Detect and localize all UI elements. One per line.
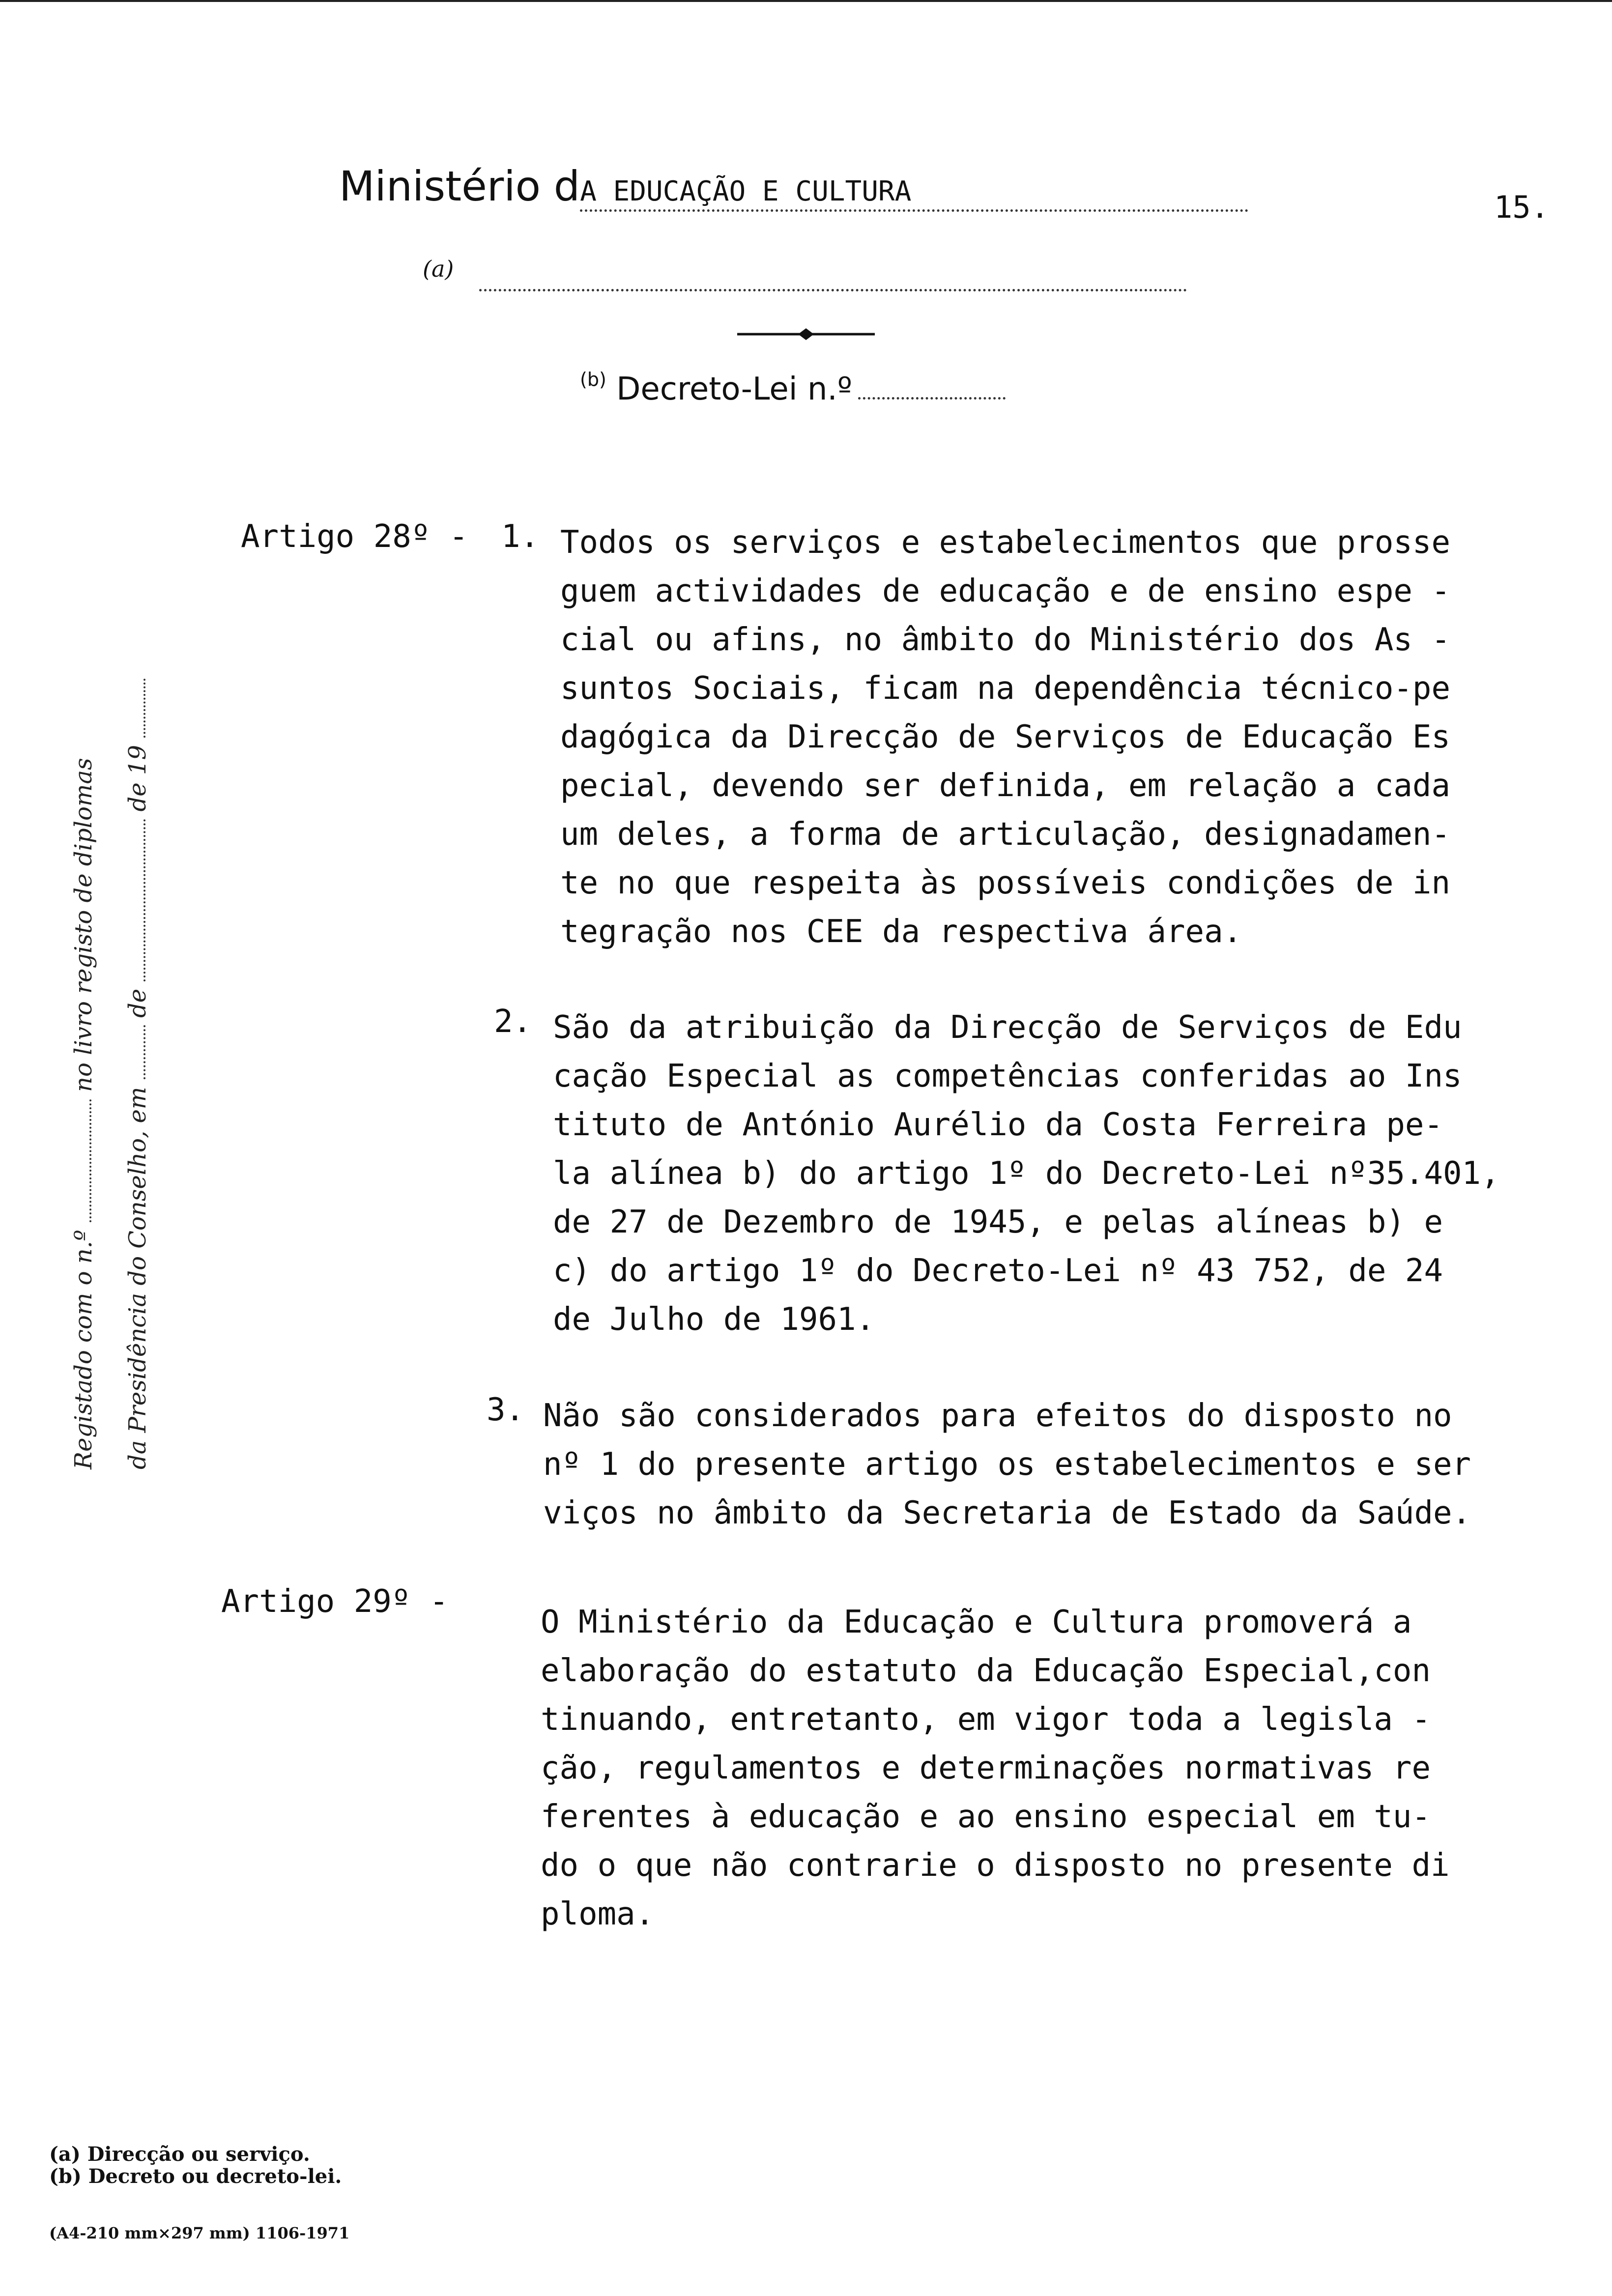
print-info: (A4-210 mm×297 mm) 1106-1971 bbox=[49, 2224, 350, 2242]
margin-day-blank bbox=[124, 1025, 145, 1079]
text-line: viços no âmbito da Secretaria de Estado da Saúde. bbox=[543, 1495, 1471, 1531]
margin-book-text: no livro bbox=[70, 1001, 97, 1092]
text-line: ploma. bbox=[541, 1896, 655, 1932]
field-a-line bbox=[479, 289, 1187, 291]
article-28-paragraph-3 bbox=[543, 1392, 1471, 1538]
article-28-paragraph-2 bbox=[553, 1004, 1500, 1344]
text-line: de 27 de Dezembro de 1945, e pelas alíneas b) e bbox=[553, 1204, 1443, 1240]
decree-line bbox=[580, 369, 1006, 407]
footnote-b: (b) Decreto ou decreto-lei. bbox=[49, 2165, 342, 2188]
margin-month-blank bbox=[124, 819, 145, 981]
text-line: um deles, a forma de articulação, designadamen- bbox=[560, 816, 1450, 853]
footnote-a: (a) Direcção ou serviço. bbox=[49, 2143, 310, 2166]
text-line: cação Especial as competências conferidas ao Ins bbox=[553, 1058, 1462, 1094]
margin-number-blank bbox=[70, 1099, 91, 1222]
text-line: la alínea b) do artigo 1º do Decreto-Lei nº35.401, bbox=[553, 1155, 1500, 1192]
paragraph-number: 3. bbox=[487, 1392, 525, 1428]
margin-presidency-text: da Presidência do Conselho, em bbox=[124, 1087, 151, 1469]
text-line: dagógica da Direcção de Serviços de Educação Es bbox=[560, 719, 1450, 755]
decree-number-field bbox=[858, 397, 1006, 400]
article-29-label: Artigo 29º - bbox=[221, 1583, 449, 1620]
text-line: guem actividades de educação e de ensino espe - bbox=[560, 573, 1450, 609]
decree-number-marker: n.º bbox=[807, 371, 852, 407]
article-28-label: Artigo 28º - bbox=[241, 518, 468, 555]
text-line: Todos os serviços e estabelecimentos que prosse bbox=[560, 524, 1450, 561]
text-line: ção, regulamentos e determinações normativas re bbox=[541, 1750, 1431, 1786]
text-line: te no que respeita às possíveis condições de in bbox=[560, 865, 1450, 901]
registration-margin-note bbox=[57, 575, 165, 1469]
text-line: O Ministério da Educação e Cultura promoverá a bbox=[541, 1604, 1412, 1640]
text-line: c) do artigo 1º do Decreto-Lei nº 43 752, de 24 bbox=[553, 1253, 1443, 1289]
decree-marker: (b) bbox=[580, 369, 606, 390]
text-line: tegração nos CEE da respectiva área. bbox=[560, 914, 1242, 950]
paragraph-number: 1. bbox=[501, 518, 540, 555]
text-line: nº 1 do presente artigo os estabelecimentos e ser bbox=[543, 1446, 1471, 1483]
ministry-name-field: A EDUCAÇÃO E CULTURA bbox=[580, 175, 1248, 212]
ministry-prefix: Ministério d bbox=[339, 162, 580, 210]
text-line: do o que não contrarie o disposto no presente di bbox=[541, 1847, 1450, 1884]
margin-register-text: registo de diplomas bbox=[70, 758, 97, 994]
article-29-paragraph bbox=[541, 1598, 1450, 1939]
text-line: São da atribuição da Direcção de Serviços de Edu bbox=[553, 1009, 1462, 1046]
text-line: elaboração do estatuto da Educação Especial,con bbox=[541, 1653, 1431, 1689]
text-line: tinuando, entretanto, em vigor toda a legisla - bbox=[541, 1701, 1431, 1738]
article-28-paragraph-1 bbox=[560, 518, 1450, 956]
diamond-ornament bbox=[737, 324, 875, 344]
margin-line-1 bbox=[57, 575, 111, 1469]
top-border-rule bbox=[0, 0, 1612, 2]
text-line: de Julho de 1961. bbox=[553, 1301, 875, 1338]
margin-registered-text: Registado com o n.º bbox=[70, 1230, 97, 1469]
decree-label: Decreto-Lei bbox=[616, 371, 798, 407]
paragraph-number: 2. bbox=[494, 1004, 532, 1040]
margin-line-2 bbox=[111, 575, 165, 1469]
text-line: ferentes à educação e ao ensino especial em tu- bbox=[541, 1799, 1431, 1835]
text-line: pecial, devendo ser definida, em relação a cada bbox=[560, 768, 1450, 804]
text-line: cial ou afins, no âmbito do Ministério dos As - bbox=[560, 622, 1450, 658]
text-line: Não são considerados para efeitos do disposto no bbox=[543, 1398, 1452, 1434]
text-line: tituto de António Aurélio da Costa Ferreira pe- bbox=[553, 1107, 1443, 1143]
margin-de-text: de bbox=[124, 988, 151, 1018]
text-line: suntos Sociais, ficam na dependência técnico-pe bbox=[560, 670, 1450, 707]
ministry-heading bbox=[339, 162, 1273, 212]
page-number: 15. bbox=[1494, 189, 1549, 225]
margin-year-text: de 19 bbox=[124, 745, 151, 812]
field-a-marker: (a) bbox=[423, 256, 454, 282]
margin-year-blank bbox=[124, 679, 145, 738]
